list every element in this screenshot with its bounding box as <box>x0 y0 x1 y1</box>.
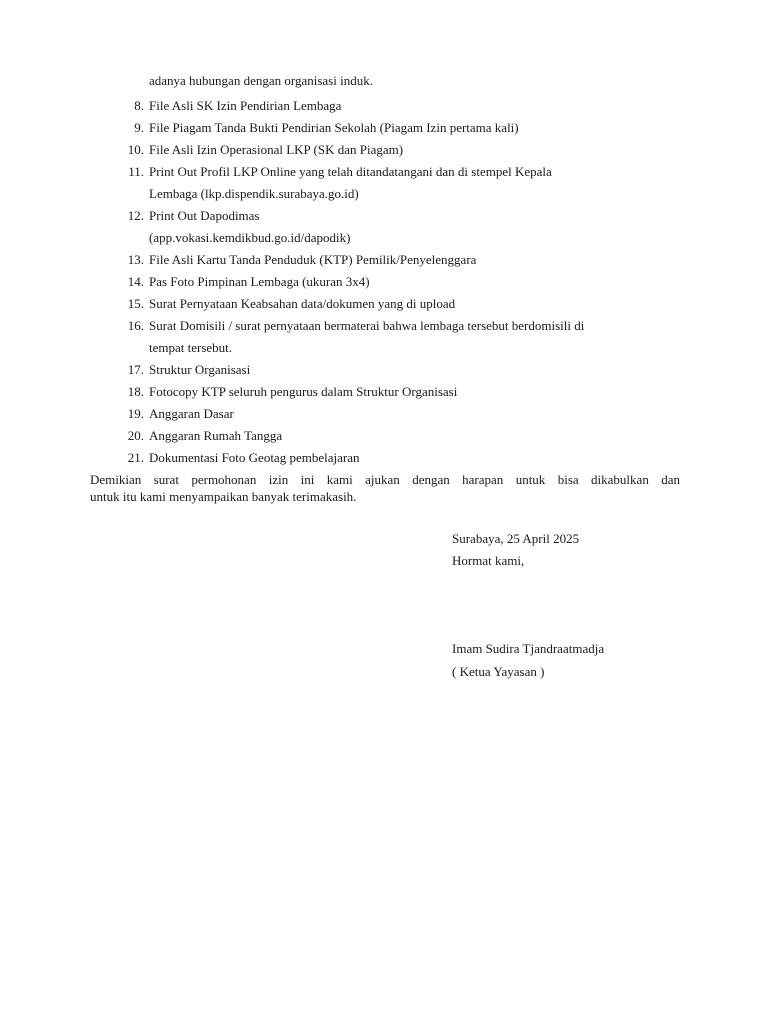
list-item <box>0 205 768 249</box>
item-number: 11. <box>128 164 144 179</box>
list-item <box>0 403 768 425</box>
item-number: 17. <box>127 362 144 377</box>
item-text-continuation: tempat tersebut. <box>149 340 233 355</box>
item-text: File Asli Kartu Tanda Penduduk (KTP) Pemilik/Penyelenggara <box>149 252 477 267</box>
signatory-position: ( Ketua Yayasan ) <box>452 664 545 679</box>
list-item <box>0 315 768 359</box>
item-text: Dokumentasi Foto Geotag pembelajaran <box>149 450 360 465</box>
item-number: 18. <box>127 384 144 399</box>
item-text: File Asli SK Izin Pendirian Lembaga <box>149 98 342 113</box>
item-number: 15. <box>127 296 144 311</box>
list-item <box>0 139 768 161</box>
item-text-continuation: (app.vokasi.kemdikbud.go.id/dapodik) <box>149 230 351 245</box>
item-text: Anggaran Rumah Tangga <box>149 428 283 443</box>
item-text: File Asli Izin Operasional LKP (SK dan Piagam) <box>149 142 404 157</box>
item-text: Struktur Organisasi <box>149 362 251 377</box>
place-date: Surabaya, 25 April 2025 <box>452 531 580 546</box>
item-text: Surat Pernyataan Keabsahan data/dokumen yang di upload <box>149 296 456 311</box>
item-text: File Piagam Tanda Bukti Pendirian Sekolah (Piagam Izin pertama kali) <box>149 120 519 135</box>
item-number: 8. <box>134 98 144 113</box>
list-item <box>0 249 768 271</box>
list-item <box>0 161 768 205</box>
item-number: 16. <box>127 318 144 333</box>
list-item <box>0 293 768 315</box>
item-text: Print Out Profil LKP Online yang telah ditandatangani dan di stempel Kepala <box>149 164 552 179</box>
item-number: 14. <box>127 274 144 289</box>
item-number: 9. <box>134 120 144 135</box>
item-number: 12. <box>127 208 144 223</box>
list-item <box>0 425 768 447</box>
closing-line: untuk itu kami menyampaikan banyak terimakasih. <box>90 489 357 504</box>
list-item <box>0 95 768 117</box>
requirements-list <box>0 95 768 469</box>
item-number: 19. <box>127 406 144 421</box>
greeting: Hormat kami, <box>452 553 525 568</box>
item-number: 13. <box>127 252 144 267</box>
continuation-line: adanya hubungan dengan organisasi induk. <box>149 73 373 88</box>
item-text: Print Out Dapodimas <box>149 208 260 223</box>
closing-paragraph <box>90 471 680 505</box>
item-number: 10. <box>127 142 144 157</box>
item-number: 21. <box>127 450 144 465</box>
item-text: Pas Foto Pimpinan Lembaga (ukuran 3x4) <box>149 274 370 289</box>
item-number: 20. <box>127 428 144 443</box>
closing-line: Demikian surat permohonan izin ini kami ajukan dengan harapan untuk bisa dikabulkan dan <box>90 472 680 487</box>
list-item <box>0 381 768 403</box>
item-text: Fotocopy KTP seluruh pengurus dalam Struktur Organisasi <box>149 384 458 399</box>
list-item <box>0 117 768 139</box>
item-text-continuation: Lembaga (lkp.dispendik.surabaya.go.id) <box>149 186 359 201</box>
item-text: Anggaran Dasar <box>149 406 234 421</box>
signatory-name: Imam Sudira Tjandraatmadja <box>452 641 605 656</box>
list-item <box>0 359 768 381</box>
list-item <box>0 271 768 293</box>
list-item <box>0 447 768 469</box>
item-text: Surat Domisili / surat pernyataan bermaterai bahwa lembaga tersebut berdomisili di <box>149 318 585 333</box>
